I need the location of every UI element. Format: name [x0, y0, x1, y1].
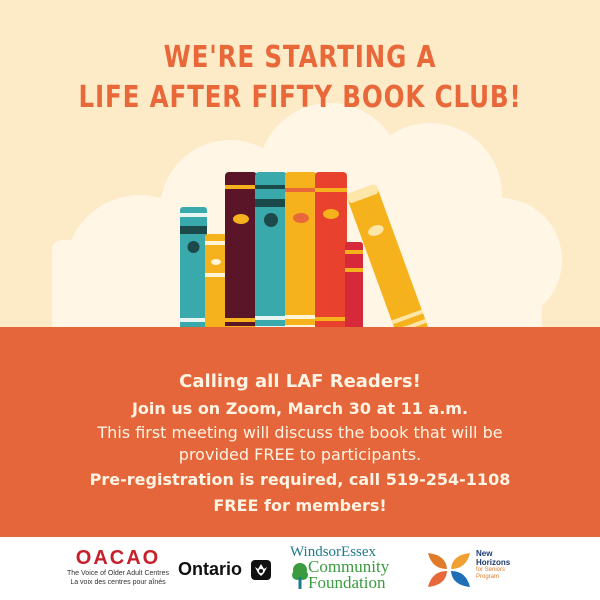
- sponsor-footer: [0, 537, 600, 600]
- book-maroon: [225, 172, 257, 347]
- description-line-1: This first meeting will discuss the book that will be: [97, 423, 503, 442]
- new-horizons-logo: [424, 549, 524, 600]
- oacao-logo: [58, 547, 178, 600]
- event-details: [0, 368, 600, 518]
- wecf-line-2: Community: [308, 557, 390, 576]
- book-red: [315, 172, 347, 347]
- wecf-line-3: Foundation: [308, 573, 386, 592]
- zoom-date-text: Join us on Zoom, March 30 at 11 a.m.: [131, 399, 469, 418]
- headline-line-1: WE'RE STARTING A: [163, 40, 437, 75]
- nh-line-2: Horizons: [476, 558, 511, 567]
- ontario-logo: [178, 559, 288, 600]
- calling-readers-text: Calling all LAF Readers!: [179, 371, 421, 392]
- nh-line-4: Program: [476, 574, 500, 580]
- new-horizons-petal-icon: [424, 549, 474, 591]
- wecf-line-1: WindsorEssex: [290, 544, 377, 560]
- oacao-name: OACAO: [75, 547, 161, 569]
- oacao-tagline-en: The Voice of Older Adult Centres: [67, 570, 169, 577]
- tree-icon: [292, 561, 308, 591]
- book-yellow-tall: [285, 172, 317, 347]
- book-teal-tall: [255, 172, 287, 347]
- new-horizons-text: [476, 549, 536, 581]
- nh-line-3: for Seniors: [476, 567, 506, 573]
- book-teal-small: [180, 207, 207, 347]
- ontario-trillium-icon: [251, 560, 271, 580]
- nh-line-1: New: [476, 549, 493, 558]
- free-members-text: FREE for members!: [213, 496, 387, 515]
- oacao-tagline-fr: La voix des centres pour aînés: [70, 579, 166, 586]
- windsor-essex-community-foundation-logo: [290, 545, 416, 600]
- description-line-2: provided FREE to participants.: [178, 445, 422, 464]
- ontario-name: Ontario: [178, 559, 243, 579]
- headline: [54, 38, 546, 118]
- headline-line-2: LIFE AFTER FIFTY BOOK CLUB!: [78, 80, 522, 115]
- preregistration-text: Pre-registration is required, call 519-254-1108: [89, 470, 511, 489]
